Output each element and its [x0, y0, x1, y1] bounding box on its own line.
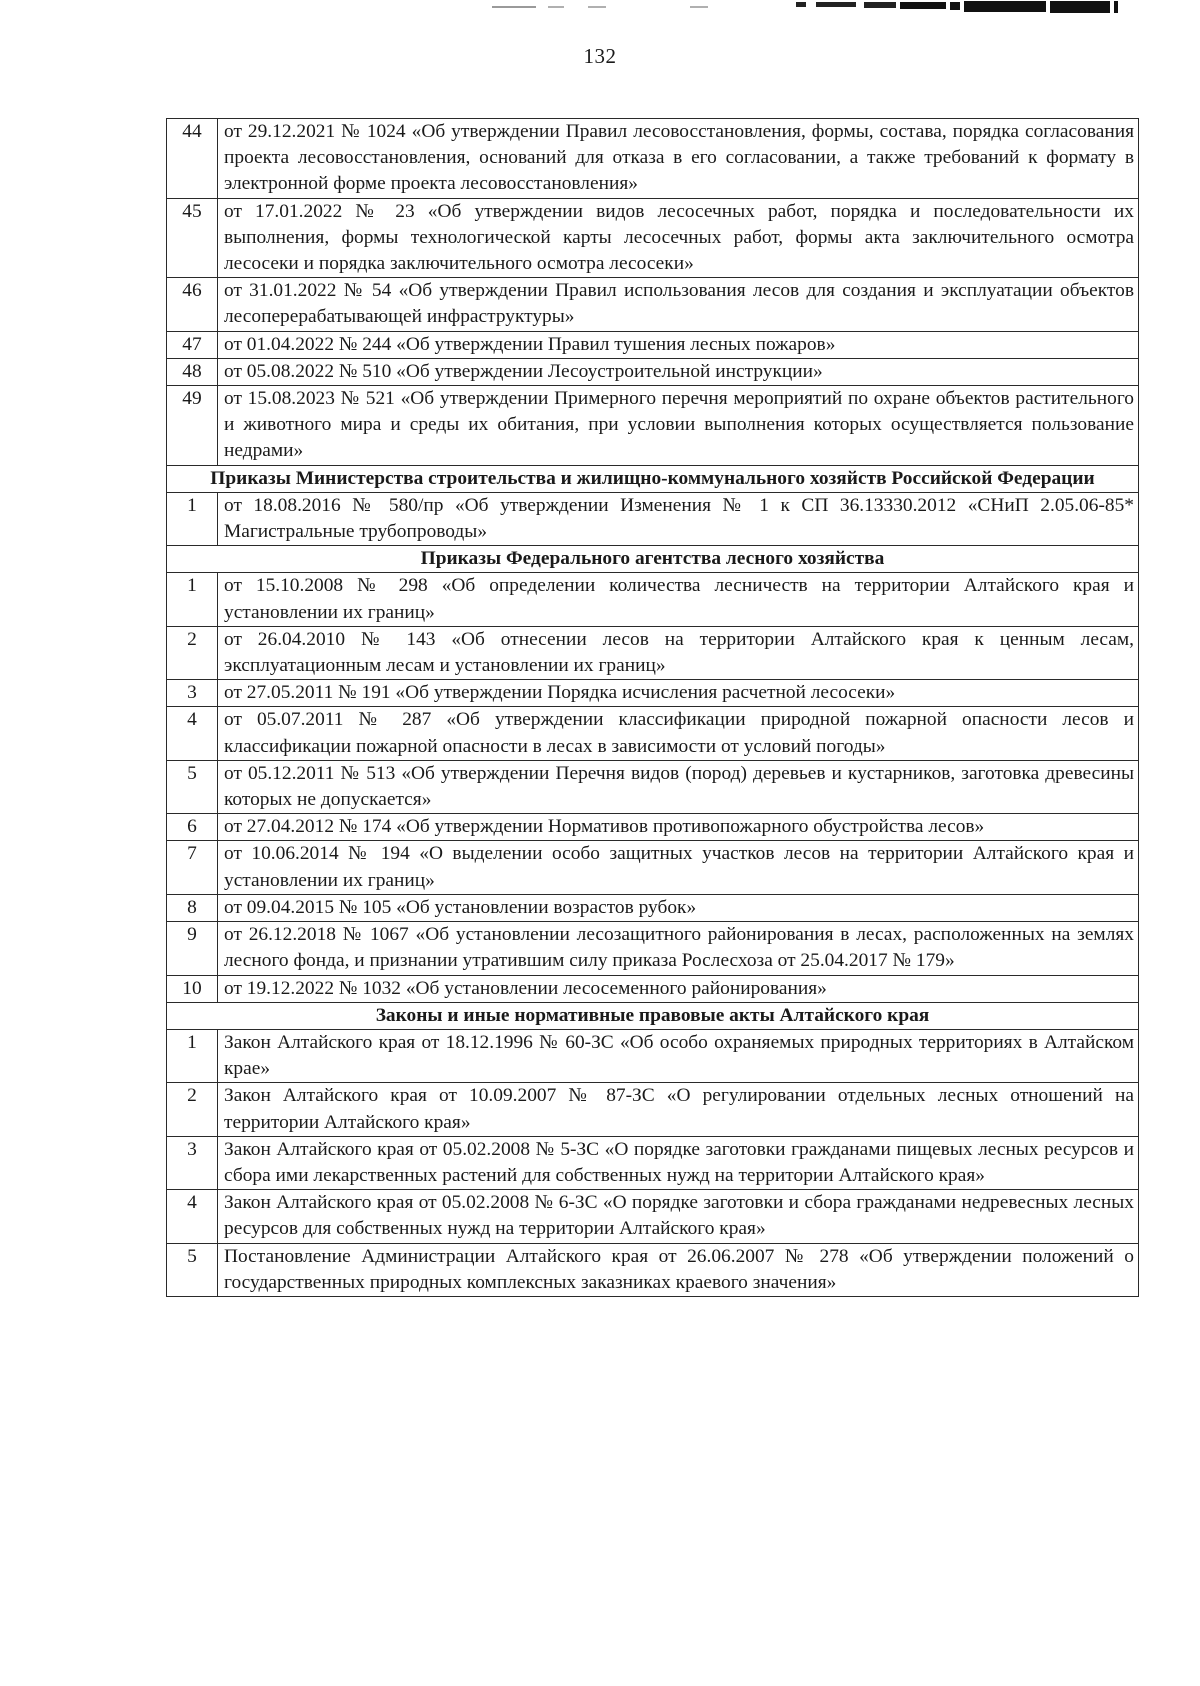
- row-text: от 19.12.2022 № 1032 «Об установлении лесосеменного районирования»: [218, 975, 1139, 1002]
- table-row: [167, 975, 1139, 1002]
- row-number: 6: [167, 814, 218, 841]
- section-heading-row: [167, 1002, 1139, 1029]
- row-text: от 27.04.2012 № 174 «Об утверждении Нормативов противопожарного обустройства лесов»: [218, 814, 1139, 841]
- document-table: [166, 118, 1139, 1297]
- table-row: [167, 278, 1139, 331]
- table-row: [167, 1243, 1139, 1296]
- row-number: 4: [167, 1190, 218, 1243]
- table-row: [167, 626, 1139, 679]
- scan-artifact-marks: [0, 0, 1200, 14]
- section-heading: Законы и иные нормативные правовые акты Алтайского края: [167, 1002, 1139, 1029]
- row-number: 3: [167, 680, 218, 707]
- row-text: от 31.01.2022 № 54 «Об утверждении Правил использования лесов для создания и эксплуатации объектов лесоперерабатывающей инфраструктуры»: [218, 278, 1139, 331]
- row-number: 1: [167, 1029, 218, 1082]
- row-text: от 29.12.2021 № 1024 «Об утверждении Правил лесовосстановления, формы, состава, порядка согласования проекта лесовосстановления, оснований для отказа в его согласовании, а также требований к формату в электронной форме проекта лесовосстановления»: [218, 119, 1139, 199]
- table-row: [167, 1083, 1139, 1136]
- row-text: Закон Алтайского края от 05.02.2008 № 5-ЗС «О порядке заготовки гражданами пищевых лесных ресурсов и сбора ими лекарственных растений для собственных нужд на территории Алтайского края»: [218, 1136, 1139, 1189]
- table-row: [167, 386, 1139, 466]
- row-number: 10: [167, 975, 218, 1002]
- row-text: от 26.12.2018 № 1067 «Об установлении лесозащитного районирования в лесах, расположенных на землях лесного фонда, и признании утратившим силу приказа Рослесхоза от 25.04.2017 № 179»: [218, 922, 1139, 975]
- row-text: от 17.01.2022 № 23 «Об утверждении видов лесосечных работ, порядка и последовательности их выполнения, формы технологической карты лесосечных работ, формы акта заключительного осмотра лесосеки и порядка заключительного осмотра лесосеки»: [218, 198, 1139, 278]
- row-number: 44: [167, 119, 218, 199]
- row-text: от 27.05.2011 № 191 «Об утверждении Порядка исчисления расчетной лесосеки»: [218, 680, 1139, 707]
- row-text: от 05.12.2011 № 513 «Об утверждении Перечня видов (пород) деревьев и кустарников, заготовка древесины которых не допускается»: [218, 760, 1139, 813]
- row-number: 46: [167, 278, 218, 331]
- row-text: Закон Алтайского края от 18.12.1996 № 60-ЗС «Об особо охраняемых природных территориях в Алтайском крае»: [218, 1029, 1139, 1082]
- row-text: от 15.08.2023 № 521 «Об утверждении Примерного перечня мероприятий по охране объектов растительного и животного мира и среды их обитания, при условии выполнения которых осуществляется пользование недрами»: [218, 386, 1139, 466]
- section-heading-row: [167, 546, 1139, 573]
- row-number: 49: [167, 386, 218, 466]
- section-heading: Приказы Федерального агентства лесного хозяйства: [167, 546, 1139, 573]
- table-row: [167, 1029, 1139, 1082]
- table-row: [167, 573, 1139, 626]
- table-row: [167, 1136, 1139, 1189]
- page-number: 132: [583, 44, 617, 68]
- table-row: [167, 841, 1139, 894]
- table-row: [167, 198, 1139, 278]
- row-number: 7: [167, 841, 218, 894]
- row-text: от 05.08.2022 № 510 «Об утверждении Лесоустроительной инструкции»: [218, 358, 1139, 385]
- row-text: от 05.07.2011 № 287 «Об утверждении классификации природной пожарной опасности лесов и классификации пожарной опасности в лесах в зависимости от условий погоды»: [218, 707, 1139, 760]
- row-number: 3: [167, 1136, 218, 1189]
- row-number: 9: [167, 922, 218, 975]
- row-text: от 09.04.2015 № 105 «Об установлении возрастов рубок»: [218, 894, 1139, 921]
- table-row: [167, 814, 1139, 841]
- row-text: от 01.04.2022 № 244 «Об утверждении Правил тушения лесных пожаров»: [218, 331, 1139, 358]
- row-number: 45: [167, 198, 218, 278]
- row-number: 2: [167, 1083, 218, 1136]
- row-number: 8: [167, 894, 218, 921]
- table-row: [167, 760, 1139, 813]
- table-body: [167, 119, 1139, 1297]
- row-text: Закон Алтайского края от 05.02.2008 № 6-ЗС «О порядке заготовки и сбора гражданами недревесных лесных ресурсов для собственных нужд на территории Алтайского края»: [218, 1190, 1139, 1243]
- section-heading-row: [167, 465, 1139, 492]
- row-number: 47: [167, 331, 218, 358]
- section-heading: Приказы Министерства строительства и жилищно-коммунального хозяйств Российской Федерации: [167, 465, 1139, 492]
- table-row: [167, 680, 1139, 707]
- row-text: от 10.06.2014 № 194 «О выделении особо защитных участков лесов на территории Алтайского края и установлении их границ»: [218, 841, 1139, 894]
- row-number: 4: [167, 707, 218, 760]
- row-text: Постановление Администрации Алтайского края от 26.06.2007 № 278 «Об утверждении положений о государственных природных комплексных заказниках краевого значения»: [218, 1243, 1139, 1296]
- table-row: [167, 922, 1139, 975]
- row-number: 5: [167, 760, 218, 813]
- table-row: [167, 707, 1139, 760]
- table-row: [167, 1190, 1139, 1243]
- row-number: 5: [167, 1243, 218, 1296]
- row-number: 48: [167, 358, 218, 385]
- row-number: 2: [167, 626, 218, 679]
- table-row: [167, 358, 1139, 385]
- row-text: от 18.08.2016 № 580/пр «Об утверждении Изменения № 1 к СП 36.13330.2012 «СНиП 2.05.06-85* Магистральные трубопроводы»: [218, 492, 1139, 545]
- row-number: 1: [167, 492, 218, 545]
- row-number: 1: [167, 573, 218, 626]
- row-text: от 26.04.2010 № 143 «Об отнесении лесов на территории Алтайского края к ценным лесам, эксплуатационным лесам и установлении их границ»: [218, 626, 1139, 679]
- row-text: от 15.10.2008 № 298 «Об определении количества лесничеств на территории Алтайского края и установлении их границ»: [218, 573, 1139, 626]
- table-row: [167, 492, 1139, 545]
- table-row: [167, 119, 1139, 199]
- table-row: [167, 894, 1139, 921]
- table-row: [167, 331, 1139, 358]
- row-text: Закон Алтайского края от 10.09.2007 № 87-ЗС «О регулировании отдельных лесных отношений на территории Алтайского края»: [218, 1083, 1139, 1136]
